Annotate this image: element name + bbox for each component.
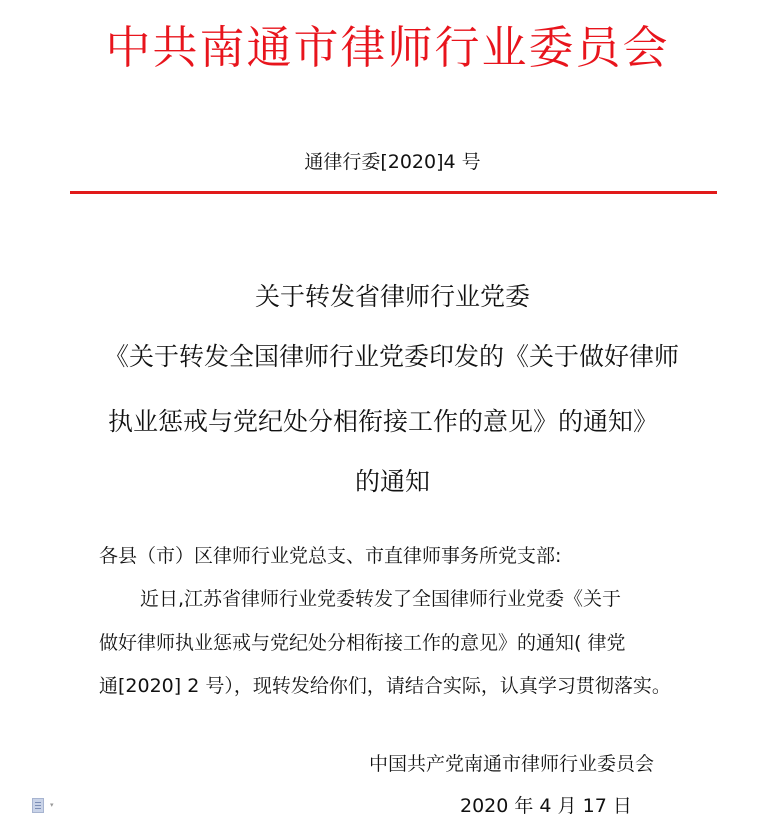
masthead-title: 中共南通市律师行业委员会 <box>105 21 670 74</box>
title-line-1: 关于转发省律师行业党委 <box>254 282 530 311</box>
document-icon[interactable] <box>32 798 44 813</box>
signature-organization: 中国共产党南通市律师行业委员会 <box>369 753 655 775</box>
title-line-3: 执业惩戒与党纪处分相衔接工作的意见》的通知》 <box>108 407 659 436</box>
document-number: 通律行委[2020]4 号 <box>304 151 481 173</box>
signature-date: 2020 年 4 月 17 日 <box>460 795 632 817</box>
paragraph-line-3: 通[2020] 2 号），现转发给你们，请结合实际，认真学习贯彻落实。 <box>99 675 671 697</box>
chevron-down-icon[interactable]: ▾ <box>50 801 54 809</box>
title-line-2: 《关于转发全国律师行业党委印发的《关于做好律师 <box>104 342 680 371</box>
red-divider <box>70 191 717 194</box>
title-line-4: 的通知 <box>354 467 430 496</box>
paragraph-line-2: 做好律师执业惩戒与党纪处分相衔接工作的意见》的通知( 律党 <box>99 632 626 654</box>
paragraph-line-1: 近日,江苏省律师行业党委转发了全国律师行业党委《关于 <box>140 588 622 610</box>
salutation: 各县（市）区律师行业党总支、市直律师事务所党支部: <box>99 545 562 567</box>
